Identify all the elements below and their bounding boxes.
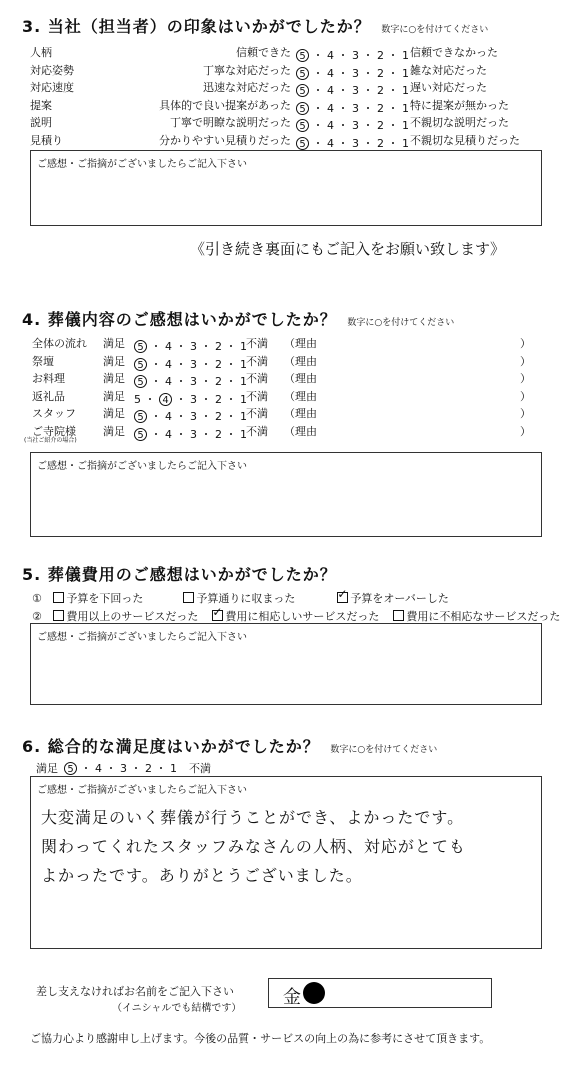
content-label: お料理 [32,372,65,385]
redacted-mark [303,982,325,1004]
rating-option[interactable]: 2 [377,136,384,150]
rating-option[interactable]: 3 [190,392,197,406]
rating-option[interactable]: 3 [352,119,359,132]
separator-dot: ・ [222,340,240,353]
rating-option[interactable]: 4 [95,762,102,775]
impression-positive: 丁寧な対応だった [203,63,291,77]
comment-caption: ご感想・ご指摘がございましたらご記入下さい [37,632,247,643]
section-3-title: 3. 当社（担当者）の印象はいかがでしたか？ 数字に○を付けてください [22,17,489,36]
content-label: スタッフ [32,407,76,420]
section-4-comment-box[interactable] [30,452,542,537]
separator-dot: ・ [309,101,327,115]
rating-option[interactable]: 2 [215,340,222,353]
option-label: 予算通りに収まった [196,592,296,605]
impression-negative: 特に提案が無かった [410,98,509,112]
option-label: 費用に相応しいサービスだった [225,610,380,623]
q1-number: ① [32,592,42,605]
rating-scale [134,358,247,371]
handwriting-line-1: 大変満足のいく葬儀が行うことができ、よかったです。 [41,808,465,827]
rating-scale [296,137,409,150]
impression-label: 提案 [30,98,52,112]
rating-option[interactable]: 4 [165,357,172,371]
reason-open: （理由 [284,337,317,350]
comment-caption: ご感想・ご指摘がございましたらご記入下さい [37,461,247,472]
separator-dot: ・ [384,136,402,150]
separator-dot: ・ [127,762,145,775]
checkbox[interactable] [183,592,194,603]
rating-option[interactable]: 1 [240,375,247,388]
option-label: 費用以上のサービスだった [66,610,199,623]
separator-dot: ・ [359,136,377,150]
rating-selected[interactable]: 5 [134,428,147,441]
rating-option[interactable]: 2 [145,762,152,775]
section-5-comment-box[interactable] [30,623,542,705]
separator-dot: ・ [147,410,165,423]
rating-option[interactable]: 4 [327,136,334,150]
separator-dot: ・ [197,392,215,406]
reason-close: ） [520,337,531,350]
rating-option[interactable]: 1 [402,66,409,80]
rating-option[interactable]: 1 [402,49,409,62]
rating-option[interactable]: 3 [352,136,359,150]
rating-scale [134,340,247,353]
reason-close: ） [520,424,531,438]
comment-caption: ご感想・ご指摘がございましたらご記入下さい [37,785,247,796]
rating-selected[interactable]: 4 [159,393,172,406]
rating-option[interactable]: 1 [240,340,247,353]
rating-option[interactable]: 2 [215,357,222,371]
impression-positive: 丁寧で明瞭な説明だった [170,116,291,129]
separator-dot: ・ [147,340,165,353]
separator-dot: ・ [384,66,402,80]
rating-scale [296,102,409,115]
rating-option[interactable]: 1 [240,410,247,423]
separator-dot: ・ [77,762,95,775]
rating-option[interactable]: 3 [190,340,197,353]
rating-option[interactable]: 3 [352,101,359,115]
impression-scale [296,132,409,151]
separator-dot: ・ [197,427,215,441]
cost-option[interactable] [183,592,295,605]
impression-scale [296,114,409,133]
unsatisfied-label: 不満 [246,372,268,385]
rating-option[interactable]: 1 [240,392,247,406]
section-4-title: 4. 葬儀内容のご感想はいかがでしたか？ 数字に○を付けてください [22,310,455,329]
impression-negative: 雑な対応だった [410,63,487,77]
separator-dot: ・ [334,66,352,80]
satisfied-label: 満足 [103,407,125,420]
section-4-note: 数字に○を付けてください [347,318,455,328]
rating-selected[interactable]: 5 [64,762,77,775]
unsatisfied-label: 不満 [246,337,268,350]
satisfied-label: 満足 [103,354,125,368]
checkbox[interactable] [393,610,404,621]
footnote: (当社ご紹介の場合) [24,437,77,444]
reason-open: （理由 [284,389,317,403]
rating-option[interactable]: 1 [240,427,247,441]
rating-option[interactable]: 3 [190,375,197,388]
rating-option[interactable]: 1 [240,357,247,371]
content-scale [134,423,247,442]
rating-option[interactable]: 2 [215,427,222,441]
name-value: 金 [283,987,302,1008]
impression-negative: 不親切な見積りだった [410,133,520,147]
separator-dot: ・ [172,340,190,353]
impression-label: 対応速度 [30,81,74,94]
option-label: 費用に不相応なサービスだった [406,610,561,623]
reason-close: ） [520,389,531,403]
continue-note: 《引き続き裏面にもご記入をお願い致します》 [190,240,506,258]
rating-option[interactable]: 2 [215,375,222,388]
cost-option[interactable] [337,592,448,605]
unsatisfied-label: 不満 [246,407,268,420]
separator-dot: ・ [334,136,352,150]
rating-scale [296,84,409,97]
rating-option[interactable]: 2 [377,49,384,62]
separator-dot: ・ [309,84,327,97]
cost-option[interactable] [212,610,379,623]
reason-close: ） [520,354,531,368]
rating-option[interactable]: 2 [377,84,384,97]
rating-selected[interactable]: 5 [296,84,309,97]
rating-option[interactable]: 4 [327,84,334,97]
satisfied-label: 満足 [103,424,125,438]
separator-dot: ・ [309,66,327,80]
separator-dot: ・ [334,101,352,115]
reason-open: （理由 [284,372,317,385]
separator-dot: ・ [197,410,215,423]
rating-option[interactable]: 4 [327,119,334,132]
content-scale [134,353,247,372]
handwriting-line-2: 関わってくれたスタッフみなさんの人柄、対応がとても [41,837,466,856]
unsatisfied-label: 不満 [189,762,211,775]
separator-dot: ・ [384,84,402,97]
separator-dot: ・ [172,410,190,423]
impression-positive: 分かりやすい見積りだった [159,133,291,147]
rating-scale [296,49,409,62]
separator-dot: ・ [222,375,240,388]
satisfied-label: 満足 [103,372,125,385]
impression-label: 説明 [30,116,52,129]
separator-dot: ・ [384,119,402,132]
rating-scale [134,428,247,441]
checkbox[interactable] [53,610,64,621]
rating-option[interactable]: 5 [134,392,141,406]
content-scale [134,388,247,407]
rating-selected[interactable]: 5 [296,67,309,80]
rating-option[interactable]: 3 [190,410,197,423]
separator-dot: ・ [334,84,352,97]
content-label: 祭壇 [32,354,54,368]
impression-negative: 遅い対応だった [410,81,487,94]
impression-scale [296,79,409,98]
separator-dot: ・ [334,119,352,132]
cost-option[interactable] [53,592,143,605]
separator-dot: ・ [384,49,402,62]
separator-dot: ・ [222,427,240,441]
impression-scale [296,62,409,81]
rating-option[interactable]: 4 [165,375,172,388]
rating-option[interactable]: 3 [190,427,197,441]
rating-selected[interactable]: 5 [134,410,147,423]
section-3-note: 数字に○を付けてください [381,25,489,35]
separator-dot: ・ [359,84,377,97]
satisfied-label: 満足 [36,762,58,775]
rating-option[interactable]: 4 [165,427,172,441]
rating-option[interactable]: 2 [215,392,222,406]
rating-selected[interactable]: 5 [296,49,309,62]
separator-dot: ・ [359,66,377,80]
content-scale [134,405,247,424]
rating-option[interactable]: 4 [165,340,172,353]
separator-dot: ・ [359,49,377,62]
separator-dot: ・ [222,357,240,371]
content-label: 全体の流れ [32,337,87,350]
impression-negative: 信頼できなかった [410,46,498,59]
rating-selected[interactable]: 5 [134,340,147,353]
unsatisfied-label: 不満 [246,424,268,438]
handwriting-line-3: よかったです。ありがとうございました。 [41,866,363,885]
separator-dot: ・ [172,357,190,371]
impression-scale [296,44,409,63]
separator-dot: ・ [222,392,240,406]
section-5-q1 [32,590,449,606]
comment-caption: ご感想・ご指摘がございましたらご記入下さい [37,159,247,170]
rating-option[interactable]: 4 [327,66,334,80]
rating-scale [64,762,177,775]
impression-positive: 具体的で良い提案があった [159,98,291,112]
rating-selected[interactable]: 5 [296,137,309,150]
reason-close: ） [520,407,531,420]
impression-scale [296,97,409,116]
separator-dot: ・ [359,119,377,132]
rating-option[interactable]: 1 [402,101,409,115]
name-sub: （イニシャルでも結構です） [112,1003,242,1014]
reason-open: （理由 [284,407,317,420]
rating-option[interactable]: 1 [402,84,409,97]
impression-label: 人柄 [30,46,52,59]
rating-selected[interactable]: 5 [134,375,147,388]
rating-option[interactable]: 3 [190,357,197,371]
separator-dot: ・ [359,101,377,115]
rating-option[interactable]: 1 [402,136,409,150]
q2-number: ② [32,610,42,623]
separator-dot: ・ [172,427,190,441]
name-label: 差し支えなければお名前をご記入下さい [36,985,234,998]
satisfied-label: 満足 [103,389,125,403]
rating-option[interactable]: 1 [170,762,177,775]
separator-dot: ・ [152,762,170,775]
rating-selected[interactable]: 5 [296,102,309,115]
separator-dot: ・ [197,357,215,371]
content-scale [134,335,247,354]
separator-dot: ・ [147,427,165,441]
separator-dot: ・ [147,375,165,388]
separator-dot: ・ [172,375,190,388]
reason-close: ） [520,372,531,385]
option-label: 予算を下回った [66,592,144,605]
overall-satisfaction-scale [36,760,211,776]
separator-dot: ・ [172,392,190,406]
impression-positive: 信頼できた [236,46,291,59]
section-5-title: 5. 葬儀費用のご感想はいかがでしたか？ [22,565,337,584]
rating-scale [134,393,247,406]
impression-negative: 不親切な説明だった [410,116,509,129]
separator-dot: ・ [309,136,327,150]
separator-dot: ・ [102,762,120,775]
rating-option[interactable]: 1 [402,119,409,132]
section-6-comment-box[interactable] [30,776,542,949]
impression-label: 見積り [30,133,63,147]
separator-dot: ・ [197,340,215,353]
rating-scale [134,375,247,388]
satisfied-label: 満足 [103,337,125,350]
name-field[interactable] [268,978,492,1008]
checkbox[interactable] [337,592,348,603]
option-label: 予算をオーバーした [350,592,449,605]
rating-scale [296,119,409,132]
content-label: ご寺院様 [32,424,76,438]
unsatisfied-label: 不満 [246,354,268,368]
separator-dot: ・ [309,49,327,62]
rating-option[interactable]: 3 [352,66,359,80]
separator-dot: ・ [197,375,215,388]
rating-option[interactable]: 4 [165,410,172,423]
cost-option[interactable] [393,610,560,623]
separator-dot: ・ [222,410,240,423]
footer-thanks: ご協力心より感謝申し上げます。今後の品質・サービスの向上の為に参考にさせて頂きます。 [30,1032,491,1045]
content-scale [134,370,247,389]
rating-selected[interactable]: 5 [134,358,147,371]
cost-option[interactable] [53,610,198,623]
rating-option[interactable]: 3 [352,49,359,62]
rating-selected[interactable]: 5 [296,119,309,132]
separator-dot: ・ [147,357,165,371]
checkbox[interactable] [212,610,223,621]
impression-label: 対応姿勢 [30,63,74,77]
rating-option[interactable]: 3 [120,762,127,775]
separator-dot: ・ [309,119,327,132]
section-6-note: 数字に○を付けてください [330,745,438,755]
impression-positive: 迅速な対応だった [203,81,291,94]
rating-scale [134,410,247,423]
rating-option[interactable]: 4 [327,101,334,115]
rating-option[interactable]: 2 [215,410,222,423]
rating-option[interactable]: 4 [327,49,334,62]
content-label: 返礼品 [32,389,65,403]
section-3-comment-box[interactable] [30,150,542,226]
section-6-title: 6. 総合的な満足度はいかがでしたか？ 数字に○を付けてください [22,737,438,756]
section-5-q2 [32,608,560,624]
separator-dot: ・ [141,392,159,406]
checkbox[interactable] [53,592,64,603]
reason-open: （理由 [284,424,317,438]
separator-dot: ・ [384,101,402,115]
rating-scale [296,67,409,80]
reason-open: （理由 [284,354,317,368]
rating-option[interactable]: 2 [377,101,384,115]
unsatisfied-label: 不満 [246,389,268,403]
separator-dot: ・ [334,49,352,62]
rating-option[interactable]: 2 [377,119,384,132]
rating-option[interactable]: 3 [352,84,359,97]
rating-option[interactable]: 2 [377,66,384,80]
